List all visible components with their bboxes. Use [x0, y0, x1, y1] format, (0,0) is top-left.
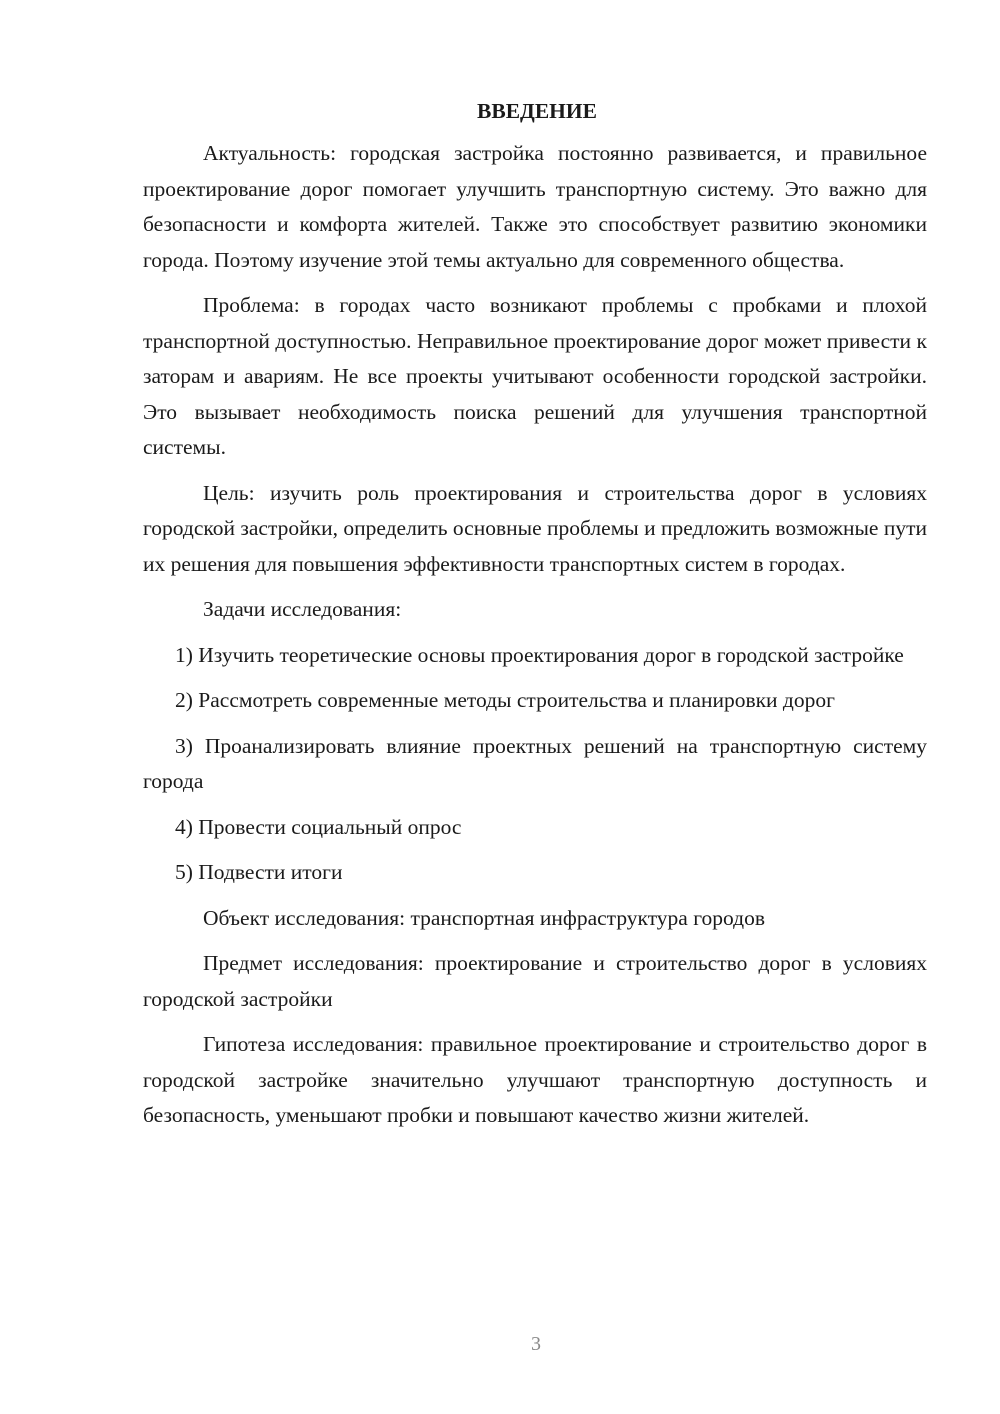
paragraph-hypothesis: Гипотеза исследования: правильное проектирование и строительство дорог в городской застройке значительно улучшают транспортную доступность и безопасность, уменьшают пробки и повышают качество жизни жителей. — [143, 1032, 927, 1127]
task-item-4: 4) Провести социальный опрос — [175, 814, 462, 839]
task-item-1: 1) Изучить теоретические основы проектирования дорог в городской застройке — [175, 642, 904, 667]
page-number: 3 — [531, 1333, 541, 1355]
task-item-5: 5) Подвести итоги — [175, 860, 343, 884]
page-title: ВВЕДЕНИЕ — [477, 99, 597, 123]
paragraph-problem: Проблема: в городах часто возникают проблемы с пробками и плохой транспортной доступностью. Неправильное проектирование дорог может привести к заторам и авариям. Не все проекты учитывают особенности городской застройки. Это вызывает необходимость поиска решений для улучшения транспортной системы. — [143, 293, 927, 459]
paragraph-tasks-heading: Задачи исследования: — [203, 597, 402, 621]
paragraph-subject: Предмет исследования: проектирование и строительство дорог в условиях городской застройки — [143, 951, 927, 1011]
task-item-2: 2) Рассмотреть современные методы строительства и планировки дорог — [175, 688, 835, 712]
paragraph-object: Объект исследования: транспортная инфраструктура городов — [203, 905, 765, 930]
task-item-3: 3) Проанализировать влияние проектных решений на транспортную систему города — [143, 733, 927, 793]
page-content — [143, 95, 927, 1144]
paragraph-relevance: Актуальность: городская застройка постоянно развивается, и правильное проектирование дорог помогает улучшить транспортную систему. Это важно для безопасности и комфорта жителей. Также это способствует развитию экономики города. Поэтому изучение этой темы актуально для современного общества. — [143, 141, 927, 272]
paragraph-goal: Цель: изучить роль проектирования и строительства дорог в условиях городской застройки, определить основные проблемы и предложить возможные пути их решения для повышения эффективности транспортных систем в городах. — [143, 480, 927, 576]
